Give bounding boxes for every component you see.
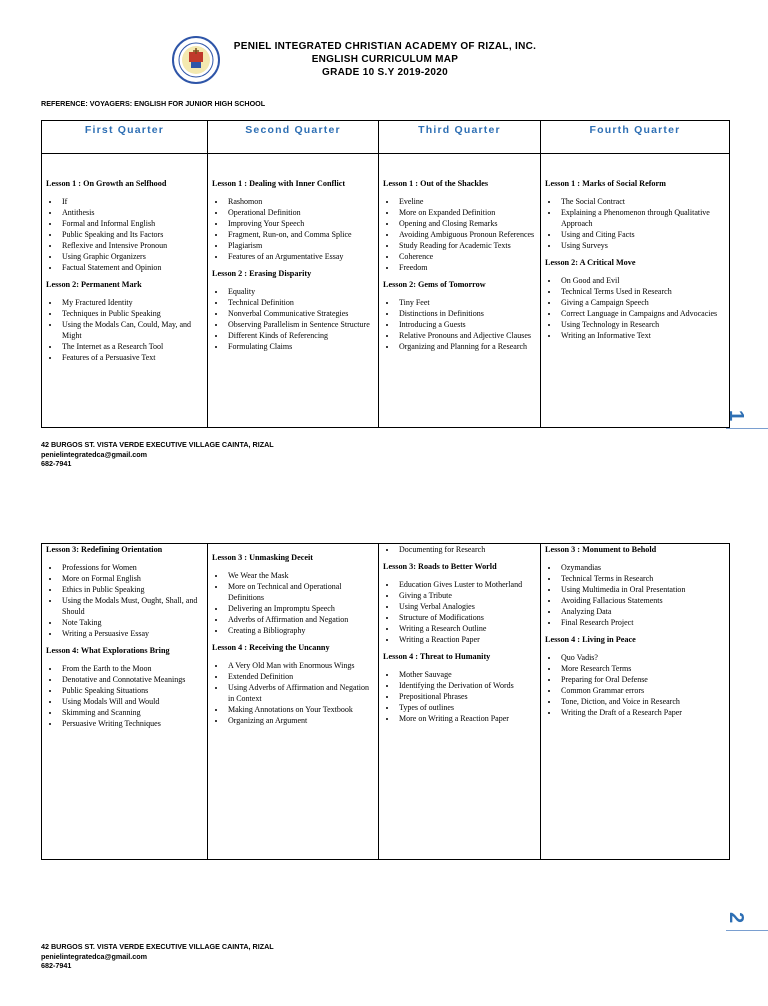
lesson-topic: • Persuasive Writing Techniques [60,718,203,729]
lesson-topic: • More on Expanded Definition [397,207,536,218]
lesson-topic: • Factual Statement and Opinion [60,262,203,273]
lesson-topic: • Antithesis [60,207,203,218]
curriculum-table-page-1 [41,120,730,428]
quarter-cell [379,544,541,860]
reference-line: REFERENCE: VOYAGERS: ENGLISH FOR JUNIOR HIGH SCHOOL [41,99,266,108]
lesson-topic-list [46,297,203,363]
lesson-title: Lesson 2 : Erasing Disparity [212,269,312,278]
lesson-topic-list [383,297,536,352]
lesson-topic: • Using Adverbs of Affirmation and Negation in Context [226,682,374,704]
lesson-topic: • Quo Vadis? [559,652,725,663]
lesson-title: Lesson 4 : Threat to Humanity [383,652,491,661]
lesson-topic: • Giving a Campaign Speech [559,297,725,308]
footer-email: penielintegratedca@gmail.com [41,951,148,961]
quarter-cell [379,154,541,428]
school-seal-logo [172,36,220,84]
lesson-topic-list [383,196,536,273]
lesson-topic: • Structure of Modifications [397,612,536,623]
lesson-topic: • Writing the Draft of a Research Paper [559,707,725,718]
lesson-topic: • Writing a Persuasive Essay [60,628,203,639]
quarter-header-third: Third Quarter [379,121,541,154]
lesson-title: Lesson 1 : On Growth an Selfhood [46,179,167,188]
lesson-topic: • Public Speaking Situations [60,685,203,696]
page-number-rule [726,428,768,429]
lesson-topic: • More on Formal English [60,573,203,584]
lesson-topic: • Observing Parallelism in Sentence Structure [226,319,374,330]
lesson-topic-list [545,275,725,341]
lesson-title: Lesson 2: Gems of Tomorrow [383,280,486,289]
lesson-topic: • Organizing an Argument [226,715,374,726]
lesson-title: Lesson 3 : Unmasking Deceit [212,553,313,562]
lesson-topic: • Skimming and Scanning [60,707,203,718]
lesson-title: Lesson 3: Roads to Better World [383,562,497,571]
lesson-topic: • Different Kinds of Referencing [226,330,374,341]
lesson-topic-list [46,663,203,729]
lesson-topic-list [212,286,374,352]
lesson-topic: • Ethics in Public Speaking [60,584,203,595]
lesson-title: Lesson 3 : Monument to Behold [545,545,657,554]
lesson-topic: • Denotative and Connotative Meanings [60,674,203,685]
page-number-1: 1 [725,409,748,422]
lesson-topic: • Identifying the Derivation of Words [397,680,536,691]
lesson-topic: • Using Multimedia in Oral Presentation [559,584,725,595]
lesson-title: Lesson 3: Redefining Orientation [46,545,163,554]
lesson-topic-list [383,669,536,724]
footer-page-2 [41,942,274,971]
quarter-cell [42,154,208,428]
lesson-topic: • Prepositional Phrases [397,691,536,702]
lesson-topic: • Ozymandias [559,562,725,573]
lesson-topic-list [383,544,536,555]
lesson-topic: • Public Speaking and Its Factors [60,229,203,240]
lesson-topic: • Tiny Feet [397,297,536,308]
lesson-topic: • My Fractured Identity [60,297,203,308]
footer-address: 42 BURGOS ST. VISTA VERDE EXECUTIVE VILLAGE CAINTA, RIZAL [41,440,274,449]
lesson-topic: • Technical Definition [226,297,374,308]
lesson-topic: • Using Modals Will and Would [60,696,203,707]
lesson-topic: • Using and Citing Facts [559,229,725,240]
quarter-header-fourth: Fourth Quarter [541,121,730,154]
lesson-topic: • Fragment, Run-on, and Comma Splice [226,229,374,240]
lesson-topic: • Nonverbal Communicative Strategies [226,308,374,319]
lesson-topic-list [545,562,725,628]
lesson-topic-list [46,562,203,639]
lesson-topic: • Opening and Closing Remarks [397,218,536,229]
quarter-cell [541,544,730,860]
lesson-topic: • Plagiarism [226,240,374,251]
grade-year: GRADE 10 S.Y 2019-2020 [322,67,448,78]
quarter-cell [208,544,379,860]
lesson-topic: • Organizing and Planning for a Research [397,341,536,352]
lesson-topic: • Making Annotations on Your Textbook [226,704,374,715]
lesson-topic: • Correct Language in Campaigns and Advocacies [559,308,725,319]
quarter-cell [42,544,208,860]
lesson-topic: • Study Reading for Academic Texts [397,240,536,251]
lesson-topic: • Mother Sauvage [397,669,536,680]
page-number-rule [726,930,768,931]
lesson-topic: • Common Grammar errors [559,685,725,696]
quarter-header-first: First Quarter [42,121,208,154]
lesson-topic-list [212,660,374,726]
lesson-topic: • Delivering an Impromptu Speech [226,603,374,614]
lesson-topic-list [383,579,536,645]
lesson-title: Lesson 4: What Explorations Bring [46,646,170,655]
lesson-topic: • Types of outlines [397,702,536,713]
footer-address: 42 BURGOS ST. VISTA VERDE EXECUTIVE VILLAGE CAINTA, RIZAL [41,942,274,951]
lesson-title: Lesson 1 : Dealing with Inner Conflict [212,179,346,188]
school-name: PENIEL INTEGRATED CHRISTIAN ACADEMY OF RIZAL, INC. [233,41,537,52]
lesson-topic: • Equality [226,286,374,297]
lesson-topic: • More on Technical and Operational Definitions [226,581,374,603]
lesson-topic: • Preparing for Oral Defense [559,674,725,685]
lesson-topic: • Creating a Bibliography [226,625,374,636]
lesson-title: Lesson 1 : Marks of Social Reform [545,179,666,188]
lesson-topic: • Relative Pronouns and Adjective Clauses [397,330,536,341]
lesson-topic: • Coherence [397,251,536,262]
lesson-topic: • Education Gives Luster to Motherland [397,579,536,590]
lesson-topic-list [212,196,374,262]
lesson-title: Lesson 4 : Receiving the Uncanny [212,643,330,652]
lesson-topic: • Using the Modals Must, Ought, Shall, and Should [60,595,203,617]
lesson-topic: • The Social Contract [559,196,725,207]
lesson-topic: • Avoiding Ambiguous Pronoun References [397,229,536,240]
lesson-topic: • Professions for Women [60,562,203,573]
lesson-title: Lesson 1 : Out of the Shackles [383,179,489,188]
lesson-topic: • Tone, Diction, and Voice in Research [559,696,725,707]
quarter-cell [208,154,379,428]
lesson-topic: • Techniques in Public Speaking [60,308,203,319]
lesson-topic: • Writing an Informative Text [559,330,725,341]
footer-page-1 [41,440,274,469]
lesson-topic: • Features of a Persuasive Text [60,352,203,363]
lesson-topic: • Adverbs of Affirmation and Negation [226,614,374,625]
lesson-topic: • Introducing a Guests [397,319,536,330]
footer-phone: 682-7941 [41,459,72,468]
lesson-topic-list [545,652,725,718]
lesson-topic: • If [60,196,203,207]
lesson-title: Lesson 4 : Living in Peace [545,635,636,644]
lesson-topic: • Technical Terms in Research [559,573,725,584]
lesson-topic: • Final Research Project [559,617,725,628]
lesson-topic: • Writing a Research Outline [397,623,536,634]
lesson-title: Lesson 2: A Critical Move [545,258,636,267]
document-header [230,40,540,79]
document-title: ENGLISH CURRICULUM MAP [311,54,459,65]
lesson-topic: • The Internet as a Research Tool [60,341,203,352]
lesson-topic: • More on Writing a Reaction Paper [397,713,536,724]
lesson-topic: • Analyzing Data [559,606,725,617]
lesson-topic: • Extended Definition [226,671,374,682]
lesson-topic: • Note Taking [60,617,203,628]
lesson-topic-list [545,196,725,251]
lesson-topic: • Technical Terms Used in Research [559,286,725,297]
lesson-title: Lesson 2: Permanent Mark [46,280,142,289]
lesson-topic: • Giving a Tribute [397,590,536,601]
lesson-topic: • Using Graphic Organizers [60,251,203,262]
lesson-topic: • Using Verbal Analogies [397,601,536,612]
footer-phone: 682-7941 [41,961,72,970]
lesson-topic: • Freedom [397,262,536,273]
page-number-2: 2 [725,911,748,924]
lesson-topic: • From the Earth to the Moon [60,663,203,674]
curriculum-table-page-2 [41,543,730,860]
lesson-topic: • Distinctions in Definitions [397,308,536,319]
lesson-topic: • Features of an Argumentative Essay [226,251,374,262]
lesson-topic: • We Wear the Mask [226,570,374,581]
lesson-topic: • Explaining a Phenomenon through Qualitative Approach [559,207,725,229]
lesson-topic: • Eveline [397,196,536,207]
lesson-topic: • A Very Old Man with Enormous Wings [226,660,374,671]
lesson-topic: • Reflexive and Intensive Pronoun [60,240,203,251]
lesson-topic: • Writing a Reaction Paper [397,634,536,645]
lesson-topic: • Documenting for Research [397,544,536,555]
lesson-topic: • Avoiding Fallacious Statements [559,595,725,606]
lesson-topic: • Improving Your Speech [226,218,374,229]
footer-email: penielintegratedca@gmail.com [41,449,148,459]
lesson-topic: • Using the Modals Can, Could, May, and Might [60,319,203,341]
quarter-header-second: Second Quarter [208,121,379,154]
quarter-cell [541,154,730,428]
lesson-topic: • Formal and Informal English [60,218,203,229]
lesson-topic: • Using Surveys [559,240,725,251]
lesson-topic-list [212,570,374,636]
lesson-topic: • Using Technology in Research [559,319,725,330]
lesson-topic: • Rashomon [226,196,374,207]
lesson-topic-list [46,196,203,273]
lesson-topic: • Formulating Claims [226,341,374,352]
lesson-topic: • More Research Terms [559,663,725,674]
lesson-topic: • Operational Definition [226,207,374,218]
lesson-topic: • On Good and Evil [559,275,725,286]
